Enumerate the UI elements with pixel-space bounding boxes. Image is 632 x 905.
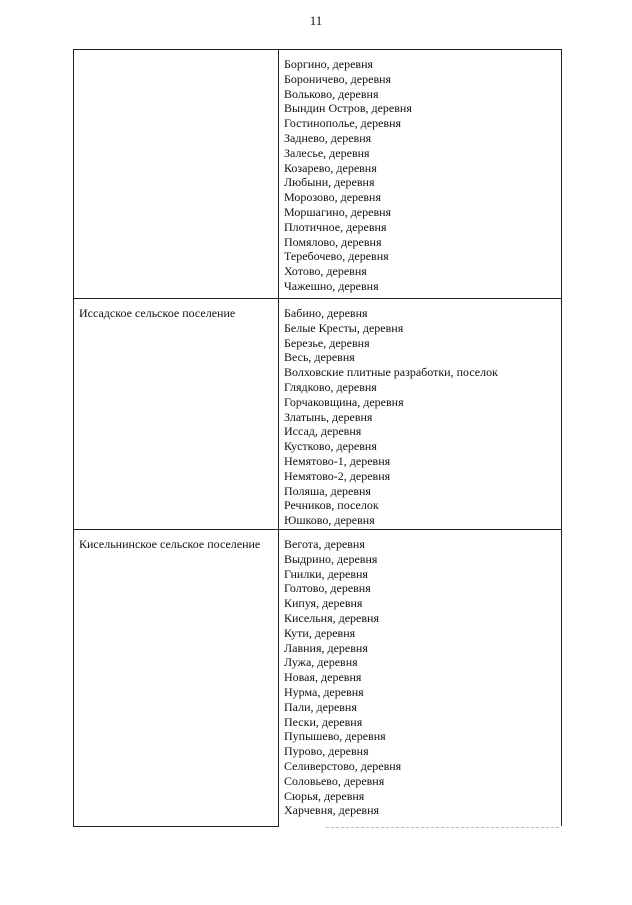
settlement-name-cell: Иссадское сельское поселение (79, 306, 236, 320)
list-item: Кисельня, деревня (284, 610, 379, 625)
table-row (74, 299, 561, 529)
list-item: Пупышево, деревня (284, 729, 386, 744)
places-list (284, 537, 559, 818)
settlement-name-cell: Кисельнинское сельское поселение (79, 537, 261, 551)
list-item: Кустково, деревня (284, 439, 377, 454)
table-bottom-border (73, 826, 279, 827)
list-item: Кипуя, деревня (284, 596, 363, 611)
list-item: Морозово, деревня (284, 190, 381, 205)
list-item: Пески, деревня (284, 714, 363, 729)
list-item: Иссад, деревня (284, 424, 362, 439)
list-item: Плотичное, деревня (284, 219, 387, 234)
list-item: Лавния, деревня (284, 640, 368, 655)
list-item: Речников, поселок (284, 498, 379, 513)
list-item: Немятово-1, деревня (284, 453, 391, 468)
list-item: Березье, деревня (284, 335, 370, 350)
list-item: Нурма, деревня (284, 684, 364, 699)
list-item: Пали, деревня (284, 699, 357, 714)
list-item: Поляша, деревня (284, 483, 371, 498)
list-item: Лужа, деревня (284, 655, 358, 670)
list-item: Немятово-2, деревня (284, 468, 391, 483)
list-item: Селиверстово, деревня (284, 758, 402, 773)
list-item: Моршагино, деревня (284, 204, 392, 219)
list-item: Вындин Остров, деревня (284, 101, 412, 116)
places-list (284, 306, 559, 528)
list-item: Залесье, деревня (284, 145, 370, 160)
list-item: Голтово, деревня (284, 581, 371, 596)
list-item: Вольково, деревня (284, 86, 379, 101)
list-item: Чажешно, деревня (284, 278, 379, 293)
list-item: Весь, деревня (284, 350, 355, 365)
list-item: Глядково, деревня (284, 379, 377, 394)
page-number: 11 (309, 13, 323, 28)
list-item: Заднево, деревня (284, 130, 372, 145)
list-item: Соловьево, деревня (284, 773, 385, 788)
list-item: Помялово, деревня (284, 234, 382, 249)
list-item: Вегота, деревня (284, 537, 365, 551)
list-item: Теребочево, деревня (284, 249, 389, 264)
list-item: Хотово, деревня (284, 264, 367, 279)
list-item: Белые Кресты, деревня (284, 320, 404, 335)
list-item: Волховские плитные разработки, поселок (284, 365, 498, 380)
list-item: Выдрино, деревня (284, 551, 378, 566)
list-item: Горчаковщина, деревня (284, 394, 404, 409)
list-item: Бабино, деревня (284, 306, 368, 320)
list-item: Харчевня, деревня (284, 803, 380, 818)
list-item: Кути, деревня (284, 625, 356, 640)
list-item: Бороничево, деревня (284, 71, 392, 86)
list-item: Боргино, деревня (284, 57, 374, 71)
list-item: Гнилки, деревня (284, 566, 368, 581)
list-item: Пурово, деревня (284, 744, 369, 759)
list-item: Сюрья, деревня (284, 788, 365, 803)
places-list (284, 57, 559, 294)
list-item: Гостинополье, деревня (284, 116, 402, 131)
list-item: Любыни, деревня (284, 175, 375, 190)
list-item: Златынь, деревня (284, 409, 373, 424)
table-row (74, 50, 561, 298)
scan-artifact-line (326, 827, 561, 828)
list-item: Юшково, деревня (284, 513, 375, 528)
settlement-table (73, 49, 562, 826)
table-row (74, 530, 561, 826)
list-item: Козарево, деревня (284, 160, 377, 175)
list-item: Новая, деревня (284, 670, 362, 685)
